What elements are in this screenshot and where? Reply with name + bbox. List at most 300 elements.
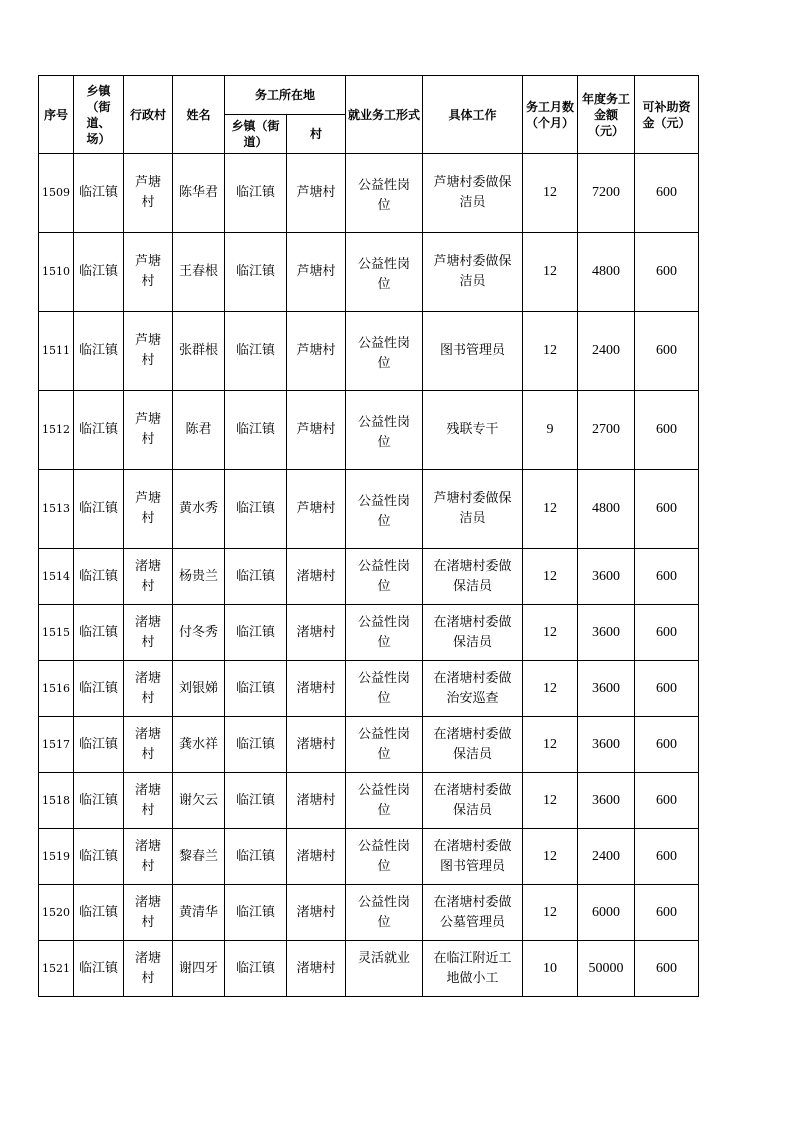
cell-village <box>124 717 173 773</box>
cell-annual-amount <box>578 717 635 773</box>
cell-village <box>124 391 173 470</box>
cell-village-text: 芦塘村 <box>134 412 161 447</box>
cell-subsidy-text: 600 <box>656 736 677 752</box>
cell-work-village-text: 渚塘村 <box>296 624 336 640</box>
cell-village <box>124 885 173 941</box>
cell-name-text: 龚水祥 <box>178 736 218 752</box>
cell-work-village <box>287 605 346 661</box>
cell-employment-form <box>346 661 423 717</box>
cell-work-town-text: 临江镇 <box>235 680 275 696</box>
cell-employment-form <box>346 549 423 605</box>
table-body <box>39 154 699 997</box>
cell-village-text: 渚塘村 <box>134 614 161 650</box>
cell-months-text: 12 <box>543 568 557 584</box>
cell-work-village <box>287 661 346 717</box>
cell-township <box>74 154 124 233</box>
cell-subsidy <box>635 154 699 233</box>
cell-work-town <box>225 549 287 605</box>
cell-specific-job <box>423 885 523 941</box>
cell-employment-form-text: 公益性岗位 <box>357 615 410 650</box>
header-annual-amount: 年度务工金额（元） <box>578 76 635 154</box>
table-row <box>39 885 699 941</box>
cell-months-text: 12 <box>543 264 557 279</box>
header-months: 务工月数（个月） <box>523 76 578 154</box>
cell-annual-amount <box>578 661 635 717</box>
cell-work-town <box>225 233 287 312</box>
cell-township-text: 临江镇 <box>78 848 118 864</box>
cell-annual-amount <box>578 233 635 312</box>
cell-name-text: 黄清华 <box>178 904 218 920</box>
cell-seq-text: 1518 <box>42 793 70 807</box>
header-subsidy: 可补助资金（元） <box>635 76 699 154</box>
cell-township <box>74 470 124 549</box>
cell-seq <box>39 829 74 885</box>
cell-work-town-text: 临江镇 <box>235 343 275 358</box>
cell-seq-text: 1515 <box>42 625 70 639</box>
cell-specific-job <box>423 605 523 661</box>
cell-seq <box>39 605 74 661</box>
cell-specific-job-text: 在渚塘村委做公墓管理员 <box>433 894 512 930</box>
cell-village <box>124 661 173 717</box>
cell-work-village <box>287 391 346 470</box>
cell-months-text: 10 <box>543 960 557 976</box>
cell-name <box>173 154 225 233</box>
cell-specific-job <box>423 470 523 549</box>
cell-work-village-text: 渚塘村 <box>296 568 336 584</box>
cell-subsidy-text: 600 <box>656 792 677 808</box>
cell-township <box>74 605 124 661</box>
cell-seq-text: 1517 <box>42 737 70 751</box>
cell-village <box>124 773 173 829</box>
cell-seq-text: 1512 <box>42 423 70 436</box>
cell-township-text: 临江镇 <box>78 264 118 279</box>
cell-village-text: 渚塘村 <box>134 558 161 594</box>
cell-work-town-text: 临江镇 <box>235 264 275 279</box>
table-row <box>39 605 699 661</box>
table-row <box>39 829 699 885</box>
cell-employment-form <box>346 773 423 829</box>
cell-months <box>523 470 578 549</box>
header-seq: 序号 <box>39 76 74 154</box>
cell-employment-form-text: 公益性岗位 <box>357 895 410 930</box>
header-township: 乡镇（街道、场） <box>74 76 124 154</box>
cell-specific-job-text: 芦塘村委做保洁员 <box>433 175 512 210</box>
cell-work-town-text: 临江镇 <box>235 501 275 516</box>
cell-specific-job-text: 在渚塘村委做保洁员 <box>433 614 512 650</box>
cell-work-village-text: 渚塘村 <box>296 848 336 864</box>
cell-annual-amount <box>578 154 635 233</box>
cell-work-village-text: 芦塘村 <box>296 501 336 516</box>
cell-seq <box>39 661 74 717</box>
cell-seq-text: 1516 <box>42 681 70 695</box>
cell-employment-form <box>346 941 423 997</box>
cell-annual-amount-text: 3600 <box>592 792 620 808</box>
cell-work-town-text: 临江镇 <box>235 904 275 920</box>
cell-employment-form-text: 灵活就业 <box>357 951 410 966</box>
cell-specific-job <box>423 233 523 312</box>
cell-employment-form-text: 公益性岗位 <box>357 839 410 874</box>
cell-specific-job-text: 图书管理员 <box>439 343 505 358</box>
cell-subsidy <box>635 885 699 941</box>
header-employment-form: 就业务工形式 <box>346 76 423 154</box>
cell-specific-job-text: 在渚塘村委做治安巡查 <box>433 670 512 706</box>
cell-village <box>124 470 173 549</box>
cell-months <box>523 233 578 312</box>
cell-subsidy-text: 600 <box>656 680 677 696</box>
cell-village-text: 芦塘村 <box>134 254 161 289</box>
cell-work-village-text: 渚塘村 <box>296 960 336 976</box>
cell-employment-form <box>346 717 423 773</box>
cell-employment-form <box>346 154 423 233</box>
cell-seq-text: 1511 <box>42 344 70 357</box>
cell-specific-job <box>423 717 523 773</box>
cell-months-text: 12 <box>543 848 557 864</box>
cell-specific-job-text: 芦塘村委做保洁员 <box>433 254 512 289</box>
header-name: 姓名 <box>173 76 225 154</box>
cell-seq <box>39 233 74 312</box>
table-header <box>39 76 699 154</box>
cell-months <box>523 941 578 997</box>
cell-name-text: 谢欠云 <box>178 792 218 808</box>
cell-specific-job <box>423 661 523 717</box>
table-row <box>39 941 699 997</box>
cell-months-text: 12 <box>543 904 557 920</box>
cell-seq-text: 1513 <box>42 502 70 515</box>
cell-work-town <box>225 312 287 391</box>
header-admin-village: 行政村 <box>124 76 173 154</box>
cell-township-text: 临江镇 <box>78 185 118 200</box>
cell-village-text: 渚塘村 <box>134 670 161 706</box>
cell-name <box>173 549 225 605</box>
cell-seq-text: 1510 <box>42 265 70 278</box>
cell-work-town-text: 临江镇 <box>235 736 275 752</box>
cell-seq <box>39 717 74 773</box>
cell-annual-amount <box>578 605 635 661</box>
cell-employment-form-text: 公益性岗位 <box>357 494 410 529</box>
cell-specific-job-text: 残联专干 <box>446 422 499 437</box>
cell-seq <box>39 885 74 941</box>
cell-township-text: 临江镇 <box>78 792 118 808</box>
cell-annual-amount-text: 4800 <box>592 501 620 516</box>
cell-subsidy <box>635 773 699 829</box>
cell-name-text: 刘银娣 <box>178 680 218 696</box>
cell-specific-job <box>423 829 523 885</box>
cell-work-village <box>287 829 346 885</box>
header-work-town: 乡镇（街道） <box>225 115 287 154</box>
cell-name <box>173 829 225 885</box>
cell-annual-amount-text: 3600 <box>592 624 620 640</box>
cell-subsidy-text: 600 <box>656 904 677 920</box>
cell-employment-form-text: 公益性岗位 <box>357 415 410 450</box>
cell-work-town <box>225 470 287 549</box>
cell-seq <box>39 312 74 391</box>
cell-employment-form <box>346 312 423 391</box>
table-row <box>39 233 699 312</box>
cell-work-town-text: 临江镇 <box>235 624 275 640</box>
cell-work-village <box>287 717 346 773</box>
cell-months-text: 12 <box>543 185 557 200</box>
cell-work-town <box>225 885 287 941</box>
cell-annual-amount <box>578 470 635 549</box>
cell-seq-text: 1514 <box>42 569 70 583</box>
cell-work-village-text: 芦塘村 <box>296 422 336 437</box>
cell-seq <box>39 391 74 470</box>
cell-name-text: 黎春兰 <box>178 848 218 864</box>
cell-name-text: 杨贵兰 <box>178 568 218 584</box>
cell-work-village-text: 渚塘村 <box>296 792 336 808</box>
cell-name-text: 黄水秀 <box>178 501 218 516</box>
cell-work-village-text: 芦塘村 <box>296 343 336 358</box>
header-work-village: 村 <box>287 115 346 154</box>
cell-work-town <box>225 717 287 773</box>
cell-subsidy-text: 600 <box>656 264 677 279</box>
cell-annual-amount-text: 2700 <box>592 422 620 437</box>
cell-name-text: 王春根 <box>178 264 218 279</box>
cell-months <box>523 717 578 773</box>
cell-annual-amount <box>578 549 635 605</box>
cell-subsidy <box>635 941 699 997</box>
cell-name-text: 张群根 <box>178 343 218 358</box>
cell-work-town-text: 临江镇 <box>235 960 275 976</box>
cell-employment-form-text: 公益性岗位 <box>357 559 410 594</box>
cell-seq <box>39 154 74 233</box>
cell-seq <box>39 941 74 997</box>
cell-work-village-text: 渚塘村 <box>296 904 336 920</box>
cell-annual-amount-text: 7200 <box>592 185 620 200</box>
cell-months-text: 12 <box>543 343 557 358</box>
cell-work-village <box>287 312 346 391</box>
cell-annual-amount-text: 4800 <box>592 264 620 279</box>
cell-subsidy <box>635 470 699 549</box>
cell-work-village-text: 芦塘村 <box>296 185 336 200</box>
cell-specific-job-text: 芦塘村委做保洁员 <box>433 491 512 526</box>
cell-employment-form <box>346 470 423 549</box>
cell-annual-amount <box>578 312 635 391</box>
cell-annual-amount-text: 3600 <box>592 736 620 752</box>
cell-village <box>124 941 173 997</box>
cell-specific-job-text: 在临江附近工地做小工 <box>433 950 512 986</box>
cell-township <box>74 233 124 312</box>
cell-subsidy <box>635 391 699 470</box>
cell-subsidy <box>635 717 699 773</box>
cell-specific-job <box>423 391 523 470</box>
cell-village-text: 渚塘村 <box>134 894 161 930</box>
cell-township <box>74 829 124 885</box>
cell-annual-amount <box>578 391 635 470</box>
cell-work-town-text: 临江镇 <box>235 792 275 808</box>
cell-work-town-text: 临江镇 <box>235 568 275 584</box>
cell-subsidy <box>635 233 699 312</box>
cell-annual-amount-text: 2400 <box>592 848 620 864</box>
cell-work-town-text: 临江镇 <box>235 422 275 437</box>
table-row <box>39 549 699 605</box>
cell-name <box>173 312 225 391</box>
cell-specific-job <box>423 549 523 605</box>
cell-name <box>173 470 225 549</box>
cell-township <box>74 312 124 391</box>
cell-months <box>523 829 578 885</box>
cell-specific-job <box>423 773 523 829</box>
cell-work-village <box>287 773 346 829</box>
table-row <box>39 391 699 470</box>
cell-name <box>173 941 225 997</box>
cell-seq <box>39 470 74 549</box>
cell-seq-text: 1509 <box>42 186 70 199</box>
cell-employment-form <box>346 233 423 312</box>
cell-village <box>124 154 173 233</box>
cell-months <box>523 312 578 391</box>
cell-annual-amount <box>578 941 635 997</box>
cell-months <box>523 885 578 941</box>
cell-township-text: 临江镇 <box>78 624 118 640</box>
cell-village-text: 芦塘村 <box>134 491 161 526</box>
table-row <box>39 717 699 773</box>
cell-work-village <box>287 941 346 997</box>
cell-months-text: 9 <box>546 422 554 437</box>
cell-name-text: 付冬秀 <box>178 624 218 640</box>
cell-employment-form-text: 公益性岗位 <box>357 336 410 371</box>
cell-annual-amount-text: 6000 <box>592 904 620 920</box>
cell-months <box>523 391 578 470</box>
cell-work-village <box>287 154 346 233</box>
cell-village <box>124 829 173 885</box>
cell-annual-amount-text: 3600 <box>592 680 620 696</box>
cell-employment-form <box>346 885 423 941</box>
cell-seq-text: 1520 <box>42 905 70 919</box>
cell-township <box>74 885 124 941</box>
cell-months-text: 12 <box>543 736 557 752</box>
cell-annual-amount-text: 2400 <box>592 343 620 358</box>
cell-village <box>124 312 173 391</box>
cell-seq <box>39 773 74 829</box>
table-row <box>39 773 699 829</box>
cell-name <box>173 717 225 773</box>
cell-township <box>74 391 124 470</box>
table-row <box>39 154 699 233</box>
cell-seq-text: 1521 <box>42 961 70 975</box>
cell-township <box>74 941 124 997</box>
cell-work-village <box>287 549 346 605</box>
cell-employment-form <box>346 391 423 470</box>
cell-months <box>523 773 578 829</box>
table-row <box>39 470 699 549</box>
cell-name-text: 谢四牙 <box>178 960 218 976</box>
cell-specific-job <box>423 941 523 997</box>
table-row <box>39 312 699 391</box>
cell-months <box>523 154 578 233</box>
cell-subsidy <box>635 829 699 885</box>
cell-subsidy-text: 600 <box>656 848 677 864</box>
cell-township-text: 临江镇 <box>78 904 118 920</box>
cell-work-town-text: 临江镇 <box>235 848 275 864</box>
cell-work-town <box>225 391 287 470</box>
cell-months <box>523 605 578 661</box>
cell-work-village <box>287 470 346 549</box>
cell-subsidy <box>635 312 699 391</box>
cell-employment-form <box>346 829 423 885</box>
cell-work-town <box>225 661 287 717</box>
cell-subsidy-text: 600 <box>656 185 677 200</box>
cell-specific-job-text: 在渚塘村委做图书管理员 <box>433 838 512 874</box>
cell-work-town-text: 临江镇 <box>235 185 275 200</box>
cell-name <box>173 605 225 661</box>
cell-township-text: 临江镇 <box>78 422 118 437</box>
cell-township <box>74 549 124 605</box>
cell-name-text: 陈君 <box>185 422 212 437</box>
cell-name <box>173 391 225 470</box>
cell-employment-form-text: 公益性岗位 <box>357 727 410 762</box>
cell-township-text: 临江镇 <box>78 568 118 584</box>
cell-specific-job <box>423 154 523 233</box>
cell-village-text: 芦塘村 <box>134 175 161 210</box>
cell-months-text: 12 <box>543 624 557 640</box>
cell-subsidy <box>635 605 699 661</box>
cell-subsidy-text: 600 <box>656 960 677 976</box>
cell-work-town <box>225 773 287 829</box>
cell-township-text: 临江镇 <box>78 501 118 516</box>
cell-seq <box>39 549 74 605</box>
cell-township-text: 临江镇 <box>78 680 118 696</box>
cell-village <box>124 233 173 312</box>
cell-township-text: 临江镇 <box>78 960 118 976</box>
cell-employment-form <box>346 605 423 661</box>
cell-name <box>173 885 225 941</box>
cell-work-village-text: 渚塘村 <box>296 680 336 696</box>
cell-name-text: 陈华君 <box>178 185 218 200</box>
cell-annual-amount-text: 50000 <box>588 960 624 976</box>
cell-township-text: 临江镇 <box>78 343 118 358</box>
cell-subsidy-text: 600 <box>656 568 677 584</box>
cell-months <box>523 661 578 717</box>
cell-village-text: 芦塘村 <box>134 333 161 368</box>
cell-months <box>523 549 578 605</box>
header-specific-job: 具体工作 <box>423 76 523 154</box>
cell-village-text: 渚塘村 <box>134 726 161 762</box>
cell-months-text: 12 <box>543 680 557 696</box>
cell-work-village <box>287 885 346 941</box>
cell-annual-amount-text: 3600 <box>592 568 620 584</box>
cell-township-text: 临江镇 <box>78 736 118 752</box>
cell-specific-job-text: 在渚塘村委做保洁员 <box>433 782 512 818</box>
cell-name <box>173 233 225 312</box>
cell-township <box>74 717 124 773</box>
cell-subsidy-text: 600 <box>656 624 677 640</box>
cell-annual-amount <box>578 773 635 829</box>
cell-subsidy <box>635 661 699 717</box>
cell-months-text: 12 <box>543 792 557 808</box>
cell-village-text: 渚塘村 <box>134 782 161 818</box>
cell-seq-text: 1519 <box>42 849 70 863</box>
cell-village <box>124 549 173 605</box>
cell-township <box>74 661 124 717</box>
cell-work-town <box>225 941 287 997</box>
cell-work-town <box>225 154 287 233</box>
cell-specific-job <box>423 312 523 391</box>
cell-name <box>173 773 225 829</box>
cell-township <box>74 773 124 829</box>
cell-village <box>124 605 173 661</box>
cell-subsidy <box>635 549 699 605</box>
employment-subsidy-table <box>38 75 699 997</box>
cell-work-village-text: 芦塘村 <box>296 264 336 279</box>
cell-subsidy-text: 600 <box>656 343 677 358</box>
cell-specific-job-text: 在渚塘村委做保洁员 <box>433 558 512 594</box>
cell-subsidy-text: 600 <box>656 501 677 516</box>
cell-annual-amount <box>578 829 635 885</box>
cell-work-town <box>225 605 287 661</box>
cell-work-village-text: 渚塘村 <box>296 736 336 752</box>
cell-village-text: 渚塘村 <box>134 950 161 986</box>
